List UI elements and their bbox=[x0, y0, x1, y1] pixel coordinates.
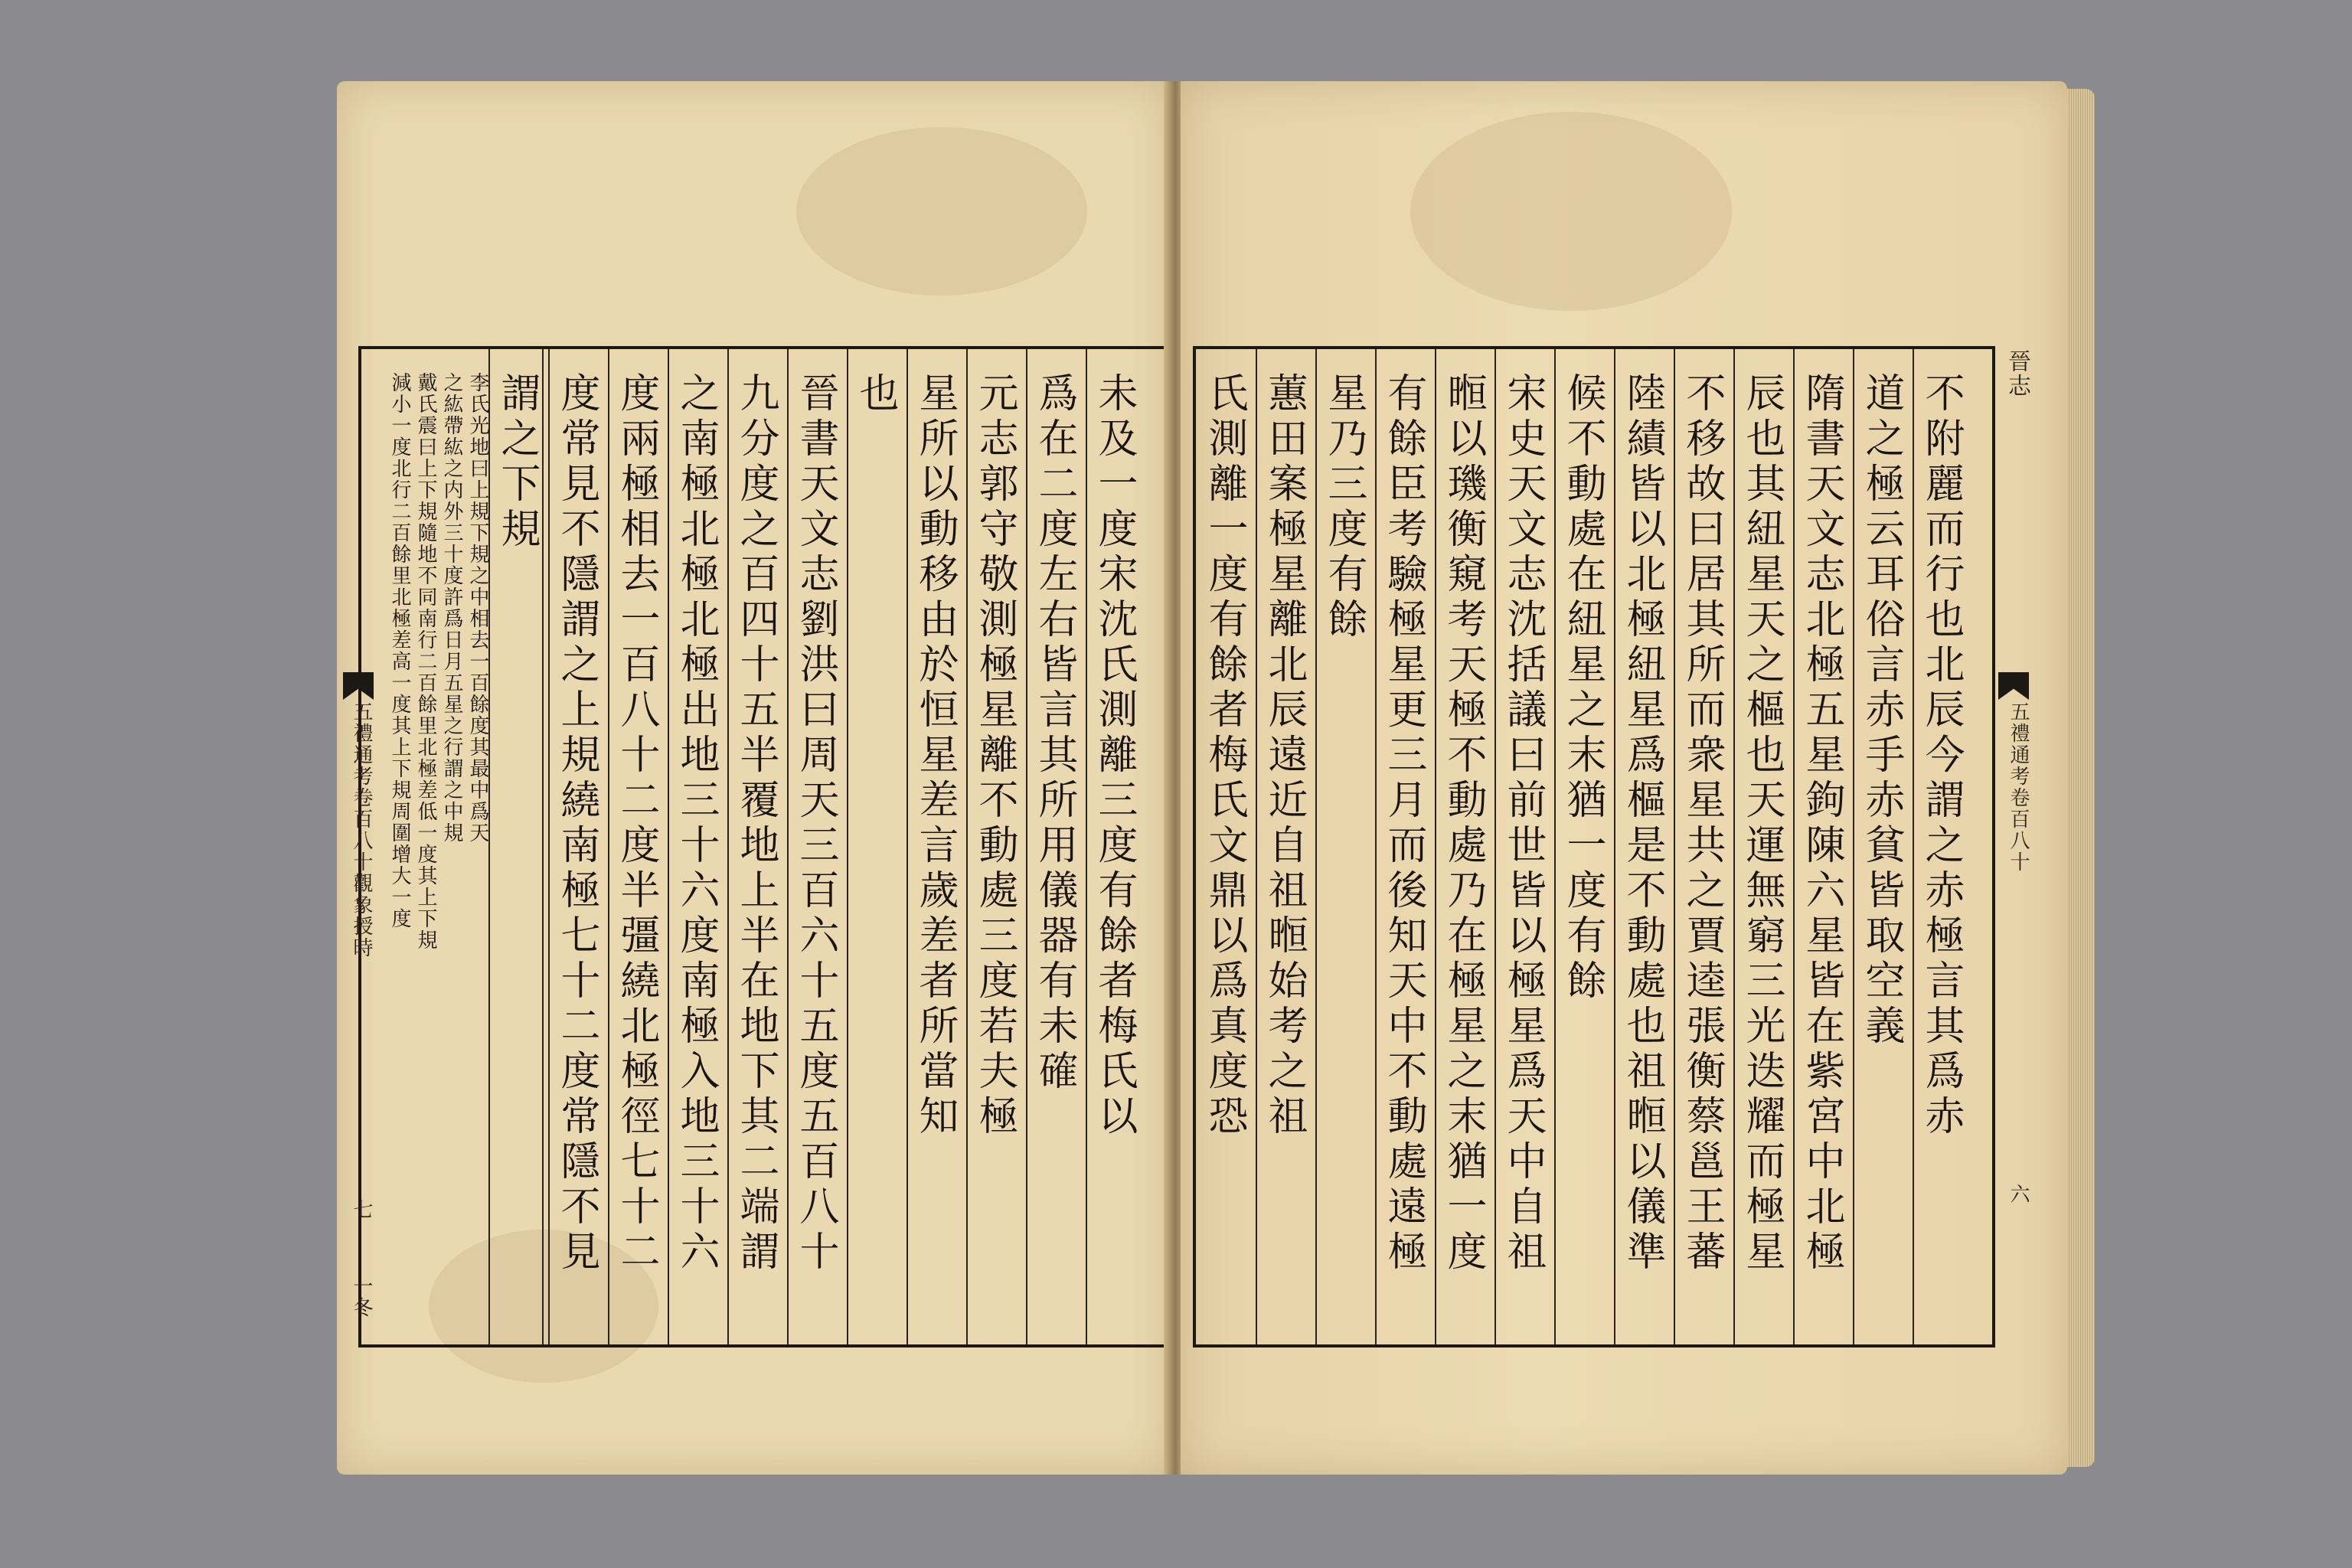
left-footer-mark: 一冬 bbox=[350, 1276, 373, 1318]
left-text-frame bbox=[358, 346, 1168, 1348]
text-column: 九分度之百四十五半覆地上半在地下其二端謂 bbox=[733, 372, 779, 1276]
text-column: 道之極云耳俗言赤手赤貧皆取空義 bbox=[1858, 372, 1904, 1050]
text-column: 爲在二度左右皆言其所用儀器有未確 bbox=[1031, 372, 1077, 1095]
column-rule bbox=[787, 349, 789, 1344]
text-column: 暅以璣衡窺考天極不動處乃在極星之末猶一度 bbox=[1440, 372, 1486, 1276]
column-rule bbox=[1733, 349, 1735, 1344]
text-column: 謂之下規 bbox=[494, 372, 540, 553]
column-rule bbox=[1026, 349, 1027, 1344]
text-column: 度常見不隱謂之上規繞南極七十二度常隱不見 bbox=[554, 372, 599, 1276]
text-column: 星乃三度有餘 bbox=[1321, 372, 1367, 643]
column-rule bbox=[1793, 349, 1795, 1344]
column-rule bbox=[1256, 349, 1257, 1344]
text-column: 元志郭守敬測極星離不動處三度若夫極 bbox=[972, 372, 1018, 1140]
text-column: 晉書天文志劉洪曰周天三百六十五度五百八十 bbox=[792, 372, 838, 1276]
column-rule bbox=[1086, 349, 1087, 1344]
column-rule bbox=[727, 349, 729, 1344]
right-top-mark: 晉志 bbox=[2004, 349, 2030, 398]
text-column: 之紘帶紘之内外三十度許爲日月五星之行謂之中規 bbox=[440, 372, 463, 844]
text-column: 候不動處在紐星之末猶一度有餘 bbox=[1560, 372, 1606, 1004]
text-column: 星所以動移由於恒星差言歲差者所當知 bbox=[912, 372, 958, 1140]
column-rule bbox=[1375, 349, 1377, 1344]
column-rule bbox=[1494, 349, 1496, 1344]
column-rule bbox=[668, 349, 669, 1344]
left-page bbox=[337, 81, 1170, 1475]
column-rule bbox=[847, 349, 848, 1344]
column-rule bbox=[966, 349, 968, 1344]
text-column: 蕙田案極星離北辰遠近自祖暅始考之祖 bbox=[1261, 372, 1307, 1140]
column-rule bbox=[548, 349, 550, 1344]
left-margin-title: 五禮通考卷百八十觀象授時 bbox=[350, 701, 373, 959]
page-edges bbox=[2067, 89, 2095, 1467]
text-column: 度兩極相去一百八十二度半彊繞北極徑七十二 bbox=[613, 372, 659, 1276]
text-column: 不移故曰居其所而衆星共之賈逵張衡蔡邕王蕃 bbox=[1679, 372, 1725, 1276]
text-column: 戴氏震曰上下規隨地不同南行二百餘里北極差低一度其上下規 bbox=[414, 372, 437, 951]
text-column: 之南極北極北極出地三十六度南極入地三十六 bbox=[673, 372, 719, 1276]
column-rule bbox=[1674, 349, 1675, 1344]
right-page bbox=[1181, 81, 2067, 1475]
text-column: 減小一度北行二百餘里北極差高一度其上下規周圍增大一度 bbox=[388, 372, 411, 929]
right-margin-title: 五禮通考卷百八十 bbox=[2007, 701, 2030, 873]
open-book bbox=[337, 81, 2067, 1475]
text-column: 不附麗而行也北辰今謂之赤極言其爲赤 bbox=[1918, 372, 1964, 1140]
right-text-frame bbox=[1193, 346, 1995, 1348]
column-rule bbox=[1913, 349, 1914, 1344]
left-page-number: 七 bbox=[350, 1199, 373, 1220]
text-column: 隋書天文志北極五星鉤陳六星皆在紫宮中北極 bbox=[1798, 372, 1844, 1276]
column-rule bbox=[1435, 349, 1436, 1344]
text-column: 未及一度宋沈氏測離三度有餘者梅氏以 bbox=[1091, 372, 1137, 1140]
text-column: 氏測離一度有餘者梅氏文鼎以爲真度恐 bbox=[1201, 372, 1247, 1140]
fishtail-mark bbox=[1998, 672, 2029, 700]
column-rule bbox=[1853, 349, 1854, 1344]
column-rule bbox=[1315, 349, 1317, 1344]
text-column: 陸績皆以北極紐星爲樞是不動處也祖暅以儀準 bbox=[1619, 372, 1665, 1276]
text-column: 辰也其紐星天之樞也天運無窮三光迭耀而極星 bbox=[1739, 372, 1785, 1276]
text-column: 也 bbox=[852, 372, 898, 417]
right-page-number: 六 bbox=[2007, 1184, 2030, 1205]
text-column: 李氏光地曰上規下規之中相去一百餘度其最中爲天 bbox=[466, 372, 489, 844]
text-column: 有餘臣考驗極星更三月而後知天中不動處遠極 bbox=[1380, 372, 1426, 1276]
text-column: 宋史天文志沈括議曰前世皆以極星爲天中自祖 bbox=[1500, 372, 1546, 1276]
column-rule bbox=[1614, 349, 1615, 1344]
column-rule bbox=[608, 349, 609, 1344]
column-rule bbox=[1554, 349, 1556, 1344]
column-rule bbox=[906, 349, 908, 1344]
